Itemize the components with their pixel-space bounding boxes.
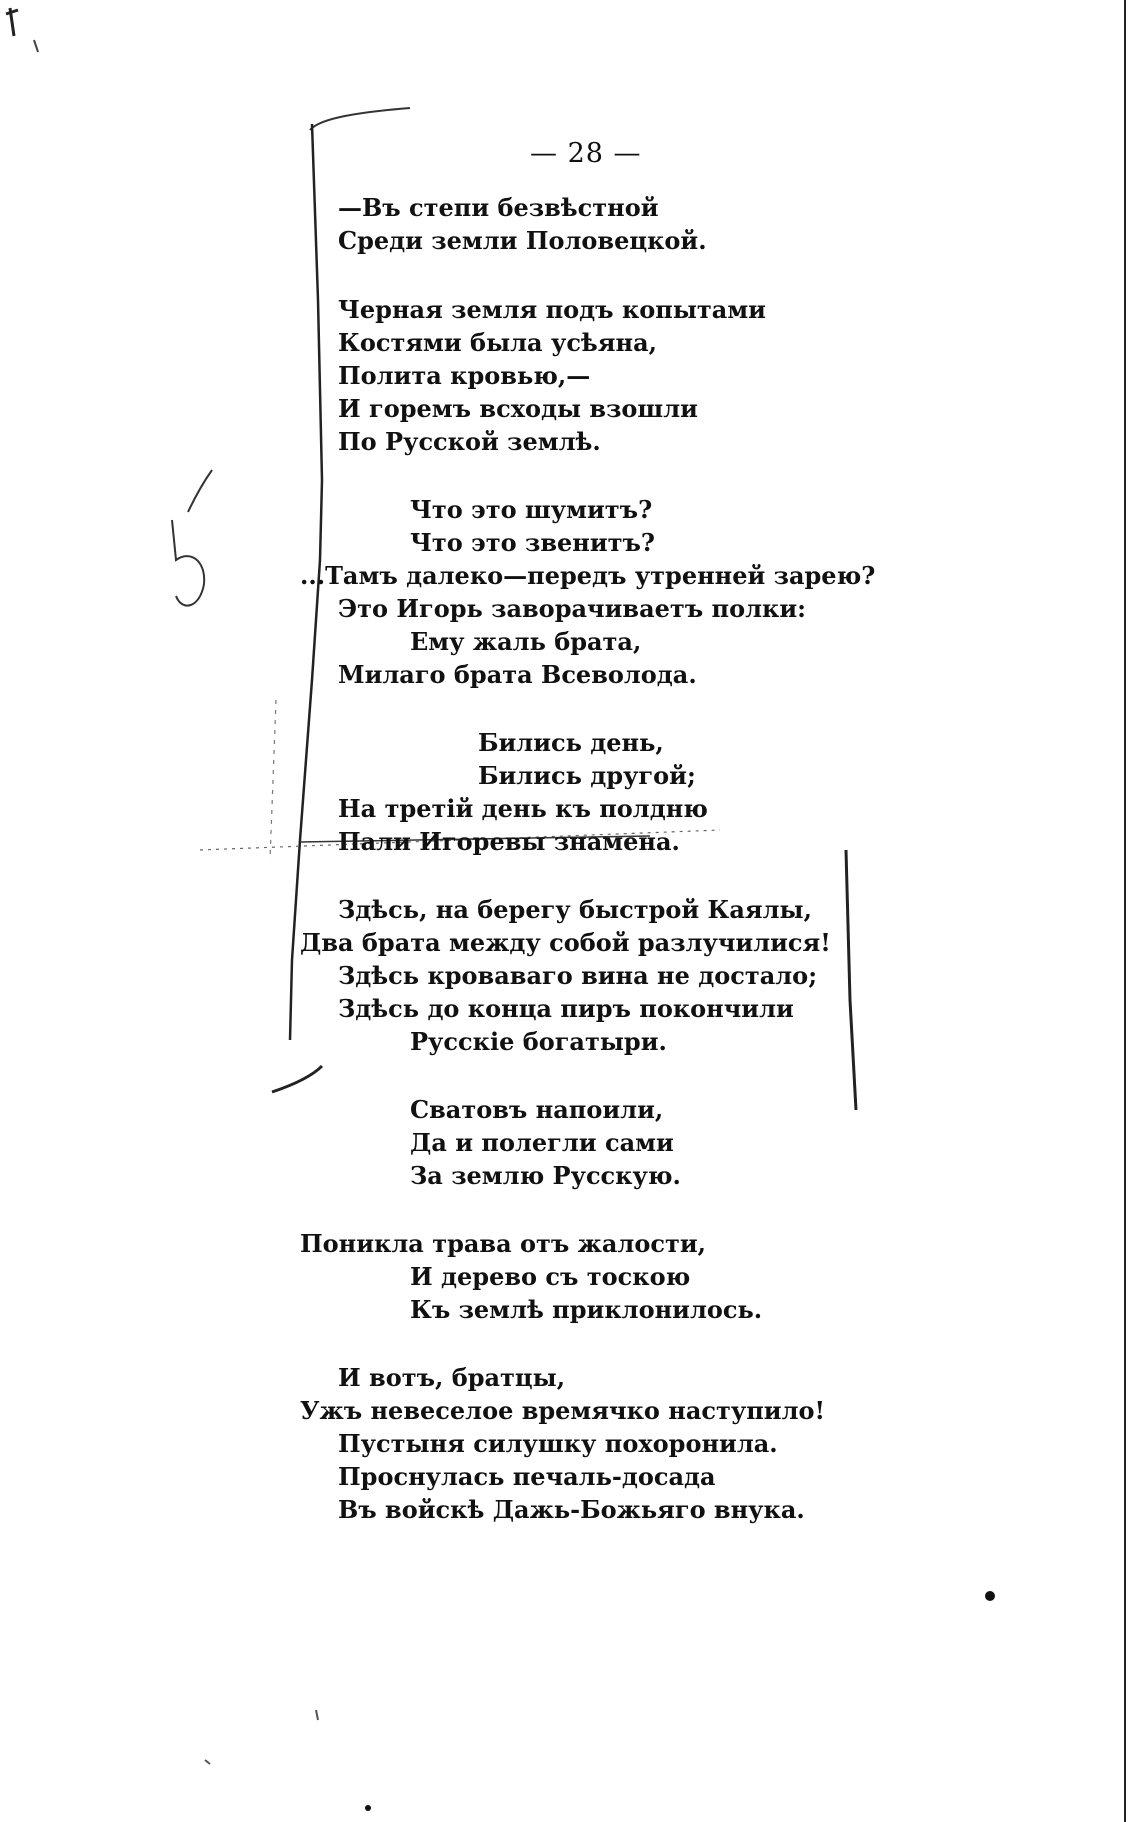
poem-line: Русскіе богатыри.	[410, 1027, 667, 1056]
poem-line: Въ войскѣ Дажь-Божьяго внука.	[338, 1495, 805, 1524]
ink-speck	[205, 1760, 210, 1764]
poem-line: Бились день,	[478, 728, 664, 757]
poem-line: Пустыня силушку похоронила.	[338, 1429, 778, 1458]
poem-line: На третій день къ полдню	[338, 794, 708, 823]
poem-line: Ужъ невеселое времячко наступило!	[300, 1396, 826, 1425]
corner-pencil-mark	[6, 8, 18, 36]
poem-line: Костями была усѣяна,	[338, 328, 658, 357]
poem-line: ...Тамъ далеко—передъ утренней зарею?	[300, 561, 876, 590]
poem-line: И вотъ, братцы,	[338, 1363, 566, 1392]
page-number: — 28 —	[530, 138, 642, 169]
bracket-right-line	[846, 850, 856, 1110]
poem-line: Два брата между собой разлучилися!	[300, 928, 831, 957]
poem-line: Черная земля подъ копытами	[338, 295, 766, 324]
ink-speck	[365, 1805, 371, 1811]
poem-line: Да и полегли сами	[410, 1128, 674, 1157]
poem-line: По Русской землѣ.	[338, 427, 601, 456]
poem-line: —Въ степи безвѣстной	[338, 193, 659, 222]
poem-line: Что это звенитъ?	[410, 528, 655, 557]
poem-line: И горемъ всходы взошли	[338, 394, 698, 423]
dashed-vertical-line	[270, 700, 276, 860]
poem-line: Бились другой;	[478, 761, 696, 790]
poem-line: За землю Русскую.	[410, 1161, 681, 1190]
poem-line: Поникла трава отъ жалости,	[300, 1229, 706, 1258]
poem-line: Здѣсь до конца пиръ покончили	[338, 994, 794, 1023]
bracket-bottom-hook	[272, 1066, 322, 1092]
poem-line: Сватовъ напоили,	[410, 1095, 664, 1124]
poem-line: Проснулась печаль-досада	[338, 1462, 716, 1491]
poem-line: Это Игорь заворачиваетъ полки:	[338, 594, 807, 623]
poem-line: Что это шумитъ?	[410, 495, 653, 524]
handwritten-number-5	[172, 470, 212, 606]
poem-line: И дерево съ тоскою	[410, 1262, 691, 1291]
poem-line: Къ землѣ приклонилось.	[410, 1295, 763, 1324]
poem-line: Полита кровью,—	[338, 361, 591, 390]
ink-speck	[985, 1591, 995, 1601]
poem-line: Здѣсь, на берегу быстрой Каялы,	[338, 895, 812, 924]
ink-speck	[316, 1710, 318, 1720]
poem-line: Милаго брата Всеволода.	[338, 660, 697, 689]
bracket-top-mark	[310, 108, 410, 130]
poem-line: Пали Игоревы знамена.	[338, 827, 680, 856]
poem-line: Среди земли Половецкой.	[338, 226, 707, 255]
corner-pencil-dot	[34, 40, 38, 52]
poem-line: Здѣсь кроваваго вина не достало;	[338, 961, 818, 990]
poem-line: Ему жаль брата,	[410, 627, 642, 656]
